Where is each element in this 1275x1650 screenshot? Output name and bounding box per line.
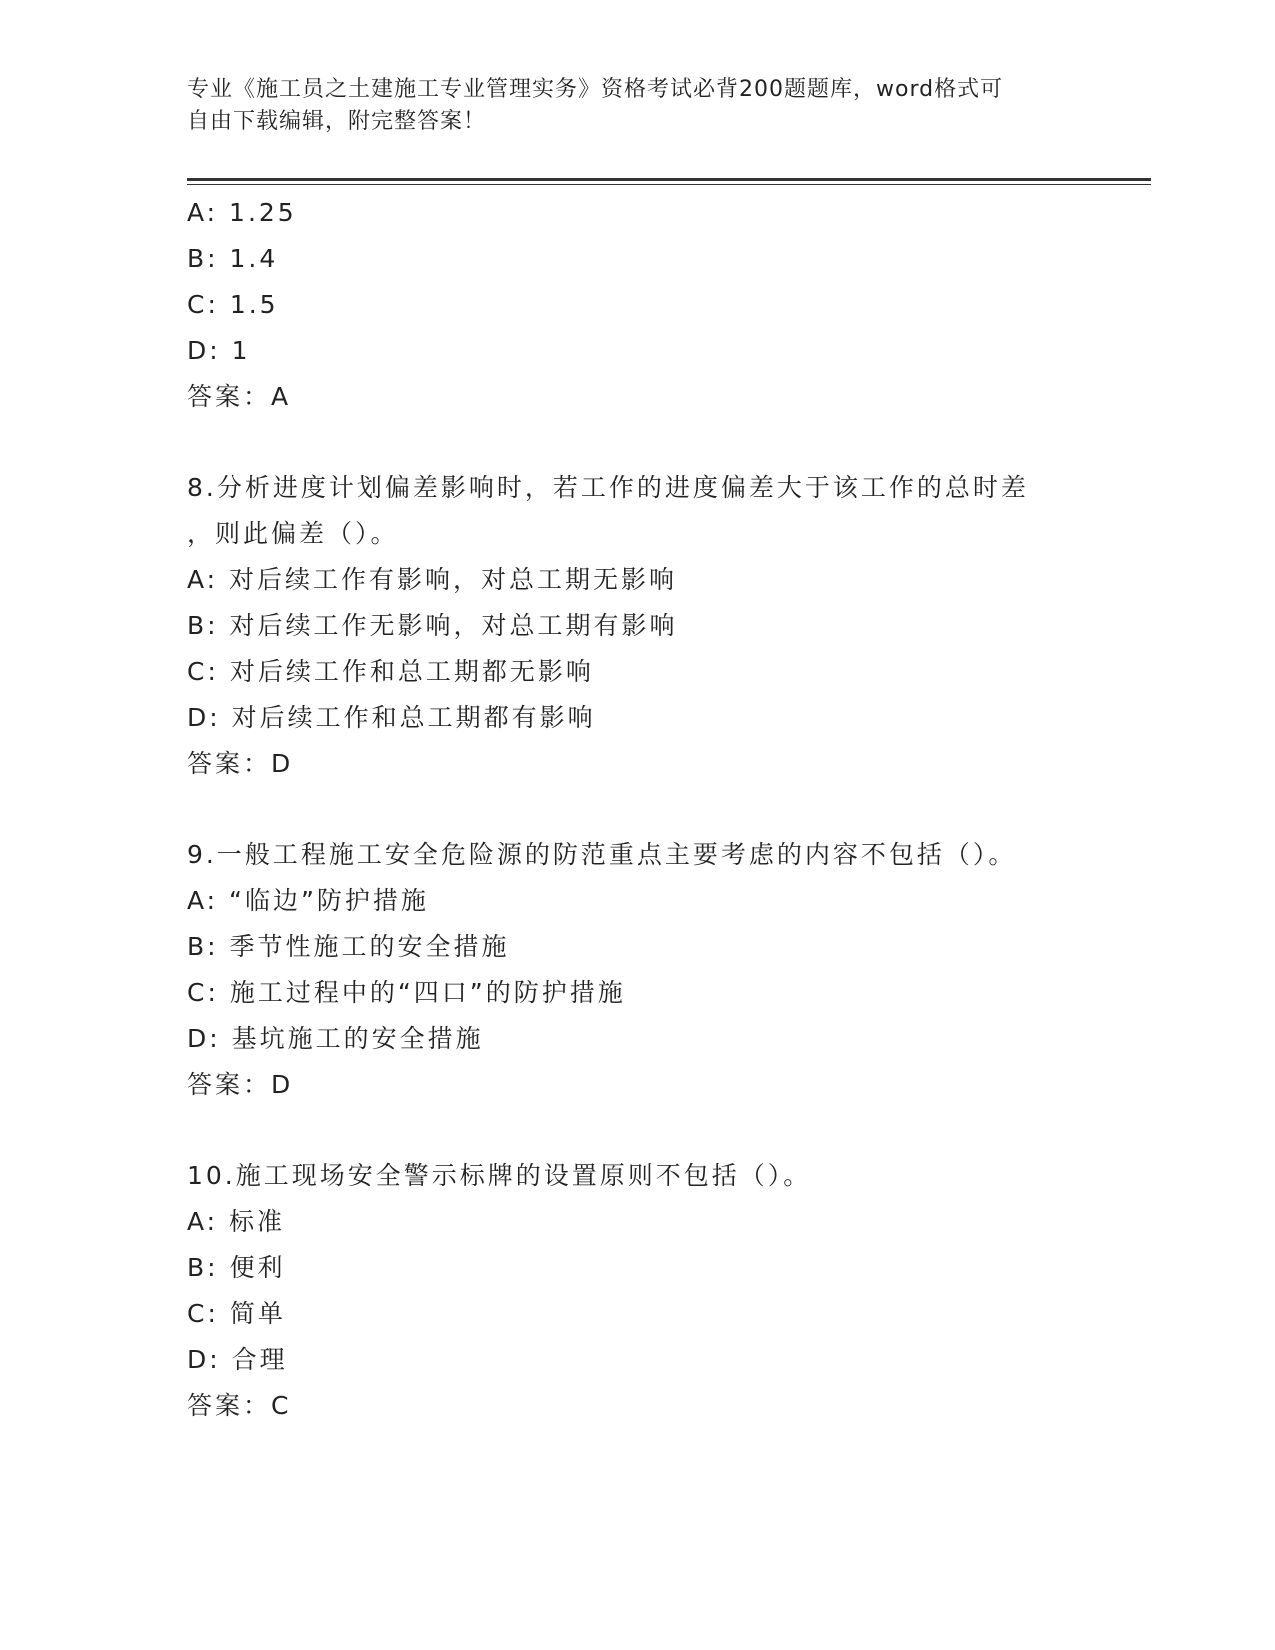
option-a: A: “临边”防护措施 xyxy=(187,886,429,915)
option-a: A: 1.25 xyxy=(187,198,297,227)
answer: 答案：D xyxy=(187,749,294,778)
option-d: D: 1 xyxy=(187,336,251,365)
header-divider-thin xyxy=(187,184,1151,185)
option-a: A: 标准 xyxy=(187,1207,286,1236)
question-stem-continued: ，则此偏差（）。 xyxy=(187,519,399,548)
option-a: A: 对后续工作有影响，对总工期无影响 xyxy=(187,565,678,594)
option-c: C: 1.5 xyxy=(187,290,279,319)
document-header xyxy=(187,74,1067,138)
header-line-1: 专业《施工员之土建施工专业管理实务》资格考试必背200题题库，word格式可 xyxy=(187,77,1004,102)
option-c: C: 对后续工作和总工期都无影响 xyxy=(187,657,594,686)
option-b: B: 便利 xyxy=(187,1253,286,1282)
question-10-block xyxy=(187,1153,1147,1429)
option-b: B: 季节性施工的安全措施 xyxy=(187,932,510,961)
answer: 答案：A xyxy=(187,382,292,411)
question-8-block xyxy=(187,465,1147,787)
header-line-2: 自由下载编辑，附完整答案！ xyxy=(187,109,487,134)
answer: 答案：C xyxy=(187,1391,292,1420)
option-d: D: 基坑施工的安全措施 xyxy=(187,1024,484,1053)
answer: 答案：D xyxy=(187,1070,294,1099)
question-stem: 8.分析进度计划偏差影响时，若工作的进度偏差大于该工作的总时差 xyxy=(187,473,1029,502)
question-list xyxy=(187,190,1147,1429)
question-7-block xyxy=(187,190,1147,420)
question-stem: 9.一般工程施工安全危险源的防范重点主要考虑的内容不包括（）。 xyxy=(187,840,1017,869)
question-9-block xyxy=(187,832,1147,1108)
header-divider-thick xyxy=(187,178,1151,181)
question-stem: 10.施工现场安全警示标牌的设置原则不包括（）。 xyxy=(187,1161,812,1190)
option-c: C: 施工过程中的“四口”的防护措施 xyxy=(187,978,626,1007)
option-d: D: 对后续工作和总工期都有影响 xyxy=(187,703,596,732)
option-b: B: 1.4 xyxy=(187,244,279,273)
option-b: B: 对后续工作无影响，对总工期有影响 xyxy=(187,611,678,640)
option-d: D: 合理 xyxy=(187,1345,288,1374)
option-c: C: 简单 xyxy=(187,1299,286,1328)
